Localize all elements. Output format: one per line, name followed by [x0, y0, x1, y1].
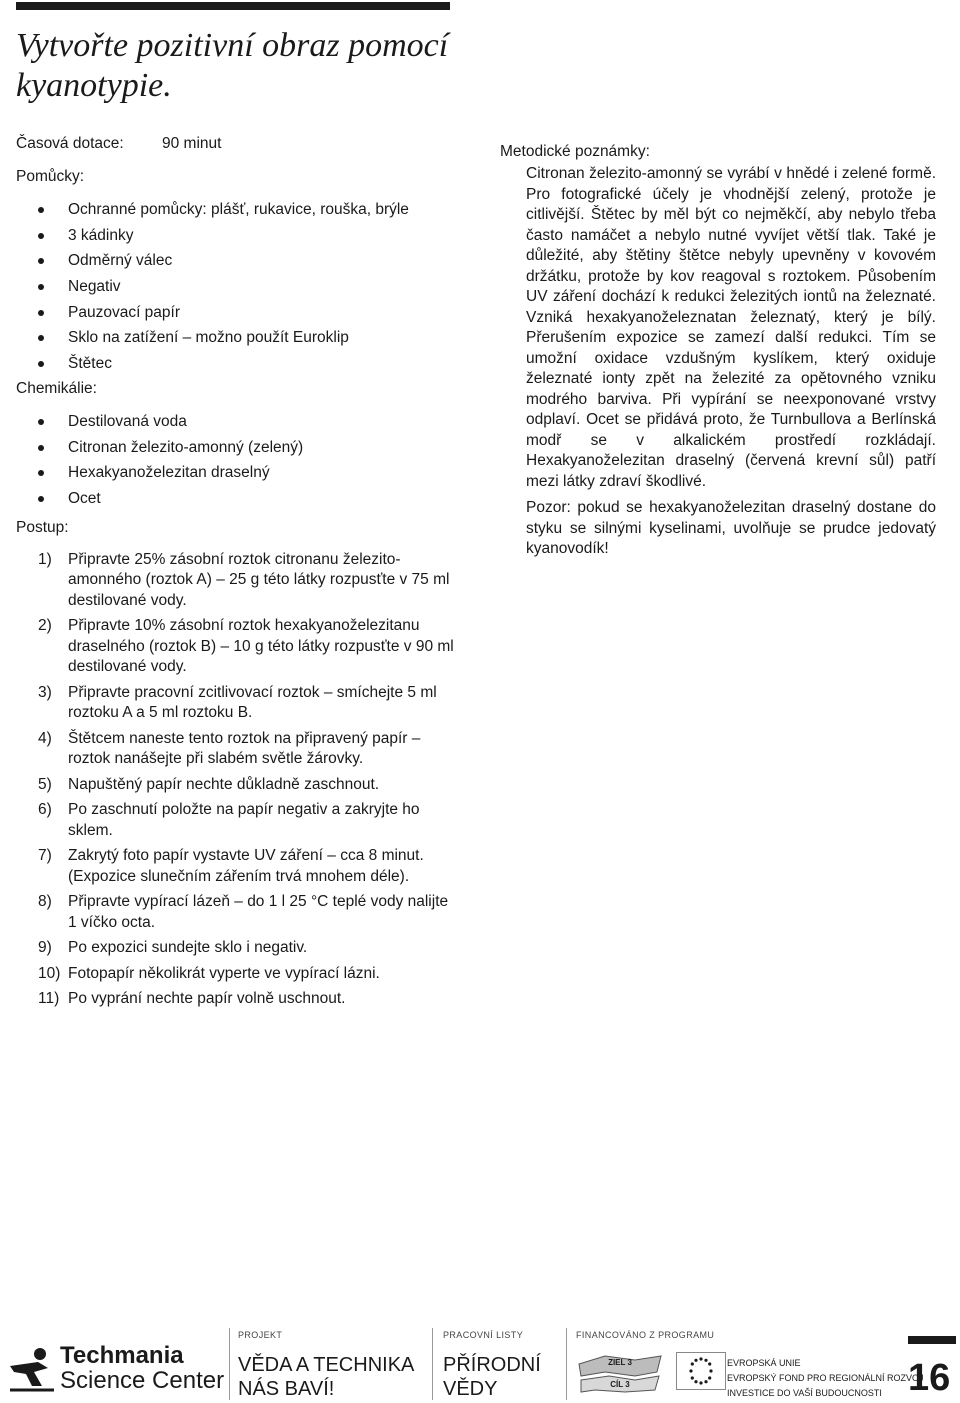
ziel3-cil3-badge-icon — [575, 1350, 665, 1394]
procedure-steps — [16, 550, 456, 1010]
list-item: 5) Napuštěný papír nechte důkladně zaschnout. — [38, 775, 380, 793]
funding-tag: FINANCOVÁNO Z PROGRAMU — [576, 1330, 715, 1340]
bullet-icon — [38, 445, 44, 451]
list-item: 2) Připravte 10% zásobní roztok hexakyanoželezitanu draselného (roztok B) – 10 g této látky rozpusťte v 90 ml destilované vody. — [38, 617, 454, 676]
eu-line1: EVROPSKÁ UNIE — [727, 1358, 801, 1368]
bullet-icon — [38, 258, 44, 264]
list-item: 1) Připravte 25% zásobní roztok citronanu železito-amonného (roztok A) – 25 g této látky rozpusťte v 75 ml destilované vody. — [38, 550, 450, 609]
techmania-logo-icon — [8, 1346, 56, 1394]
badge-bottom-text: CÍL 3 — [610, 1380, 630, 1389]
list-item: Sklo na zatížení – možno použít Euroklip — [16, 325, 456, 351]
worksheet-line1: PŘÍRODNÍ — [443, 1354, 541, 1376]
notes-heading: Metodické poznámky: — [500, 143, 650, 160]
notes-paragraph: Citronan železito-amonný se vyrábí v hnědé i zelené formě. Pro fotografické účely je vhodnější zelený, protože je citlivější. Štětec by měl být co nejměkčí, aby nebylo třeba často namáčet a nebylo nutné vyvíjet větší tlak. Také je důležité, aby štětiny štětce nebyly upevněny v kovovém držátku, protože by kov reagoval s roztokem. Působením UV záření dochází k redukci železitých iontů na železnaté. Vzniká hexakyanoželeznatan železnatý, který je bílý. Přerušením expozice se zamezí další redukci. Tím se umožní oxidace vzdušným kyslíkem, který oxiduje železnaté ionty zpět na železité za opětovného vzniku modrého barviva. Při vypírání se neexponované vrstvy odplaví. Ocet se přidává proto, že Turnbullova a Berlínská modř se v alkalickém prostředí rozkládají. Hexakyanoželezitan draselný (červená krevní sůl) patří mezi látky zdraví škodlivé. — [526, 165, 936, 490]
list-item: 7) Zakrytý foto papír vystavte UV záření – cca 8 minut. (Expozice slunečním zářením trvá mnohem déle). — [38, 847, 424, 885]
divider — [229, 1328, 230, 1400]
page-title: Vytvořte pozitivní obraz pomocí kyanotypie. — [16, 27, 449, 104]
list-item: 11) Po vyprání nechte papír volně uschnout. — [38, 990, 346, 1008]
project-line1: VĚDA A TECHNIKA — [238, 1354, 415, 1376]
page-number: 16 — [908, 1357, 951, 1399]
top-rule — [16, 2, 450, 10]
tools-heading: Pomůcky: — [16, 168, 85, 185]
left-column — [16, 132, 456, 1015]
chemicals-heading: Chemikálie: — [16, 379, 97, 397]
chemicals-list — [16, 409, 456, 512]
list-item: 9) Po expozici sundejte sklo i negativ. — [38, 939, 308, 957]
eu-line3: INVESTICE DO VAŠÍ BUDOUCNOSTI — [727, 1388, 882, 1398]
list-item: Citronan železito-amonný (zelený) — [16, 435, 456, 461]
list-item: 6) Po zaschnutí položte na papír negativ a zakryjte ho sklem. — [38, 801, 420, 839]
eu-line2: EVROPSKÝ FOND PRO REGIONÁLNÍ ROZVOJ — [727, 1373, 924, 1383]
bullet-icon — [38, 335, 44, 341]
list-item: 10) Fotopapír několikrát vyperte ve vypírací lázni. — [38, 964, 380, 982]
logo-line1: Techmania — [60, 1342, 184, 1369]
badge-top-text: ZIEL 3 — [608, 1358, 632, 1367]
time-value: 90 minut — [162, 135, 222, 152]
time-allotment — [16, 132, 456, 156]
list-item: Ocet — [16, 486, 456, 512]
procedure-heading: Postup: — [16, 518, 69, 536]
list-item: Hexakyanoželezitan draselný — [16, 460, 456, 486]
eu-flag-icon — [676, 1352, 726, 1390]
eu-text — [727, 1356, 924, 1401]
list-item: Štětec — [16, 351, 456, 377]
right-column — [500, 140, 936, 560]
divider — [432, 1328, 433, 1400]
bullet-icon — [38, 496, 44, 502]
list-item: Destilovaná voda — [16, 409, 456, 435]
worksheet-line2: VĚDY — [443, 1378, 498, 1400]
worksheet-tag: PRACOVNÍ LISTY — [443, 1330, 524, 1340]
list-item: Negativ — [16, 274, 456, 300]
time-label: Časová dotace: — [16, 135, 124, 152]
divider — [566, 1328, 567, 1400]
bullet-icon — [38, 361, 44, 367]
list-item: Odměrný válec — [16, 248, 456, 274]
bullet-icon — [38, 419, 44, 425]
footer — [0, 1320, 960, 1403]
logo-line2: Science Center — [60, 1367, 225, 1394]
list-item: 8) Připravte vypírací lázeň – do 1 l 25 °C teplé vody nalijte 1 víčko octa. — [38, 893, 449, 931]
list-item: 3 kádinky — [16, 223, 456, 249]
bullet-icon — [38, 470, 44, 476]
tools-list — [16, 197, 456, 377]
bullet-icon — [38, 207, 44, 213]
project-line2: NÁS BAVÍ! — [238, 1378, 335, 1400]
warning-paragraph: Pozor: pokud se hexakyanoželezitan draselný dostane do styku se silnými kyselinami, uvolňuje se prudce jedovatý kyanovodík! — [526, 499, 936, 557]
list-item: Pauzovací papír — [16, 300, 456, 326]
techmania-logo — [60, 1344, 224, 1394]
bullet-icon — [38, 284, 44, 290]
list-item: 3) Připravte pracovní zcitlivovací roztok – smíchejte 5 ml roztoku A a 5 ml roztoku B. — [38, 683, 437, 722]
list-item: Ochranné pomůcky: plášť, rukavice, rouška, brýle — [16, 197, 456, 223]
bullet-icon — [38, 233, 44, 239]
list-item: 4) Štětcem naneste tento roztok na připravený papír – roztok nanášejte při slabém světle žárovky. — [38, 729, 421, 768]
project-tag: PROJEKT — [238, 1330, 283, 1340]
page-number-bar — [908, 1336, 956, 1344]
bullet-icon — [38, 310, 44, 316]
